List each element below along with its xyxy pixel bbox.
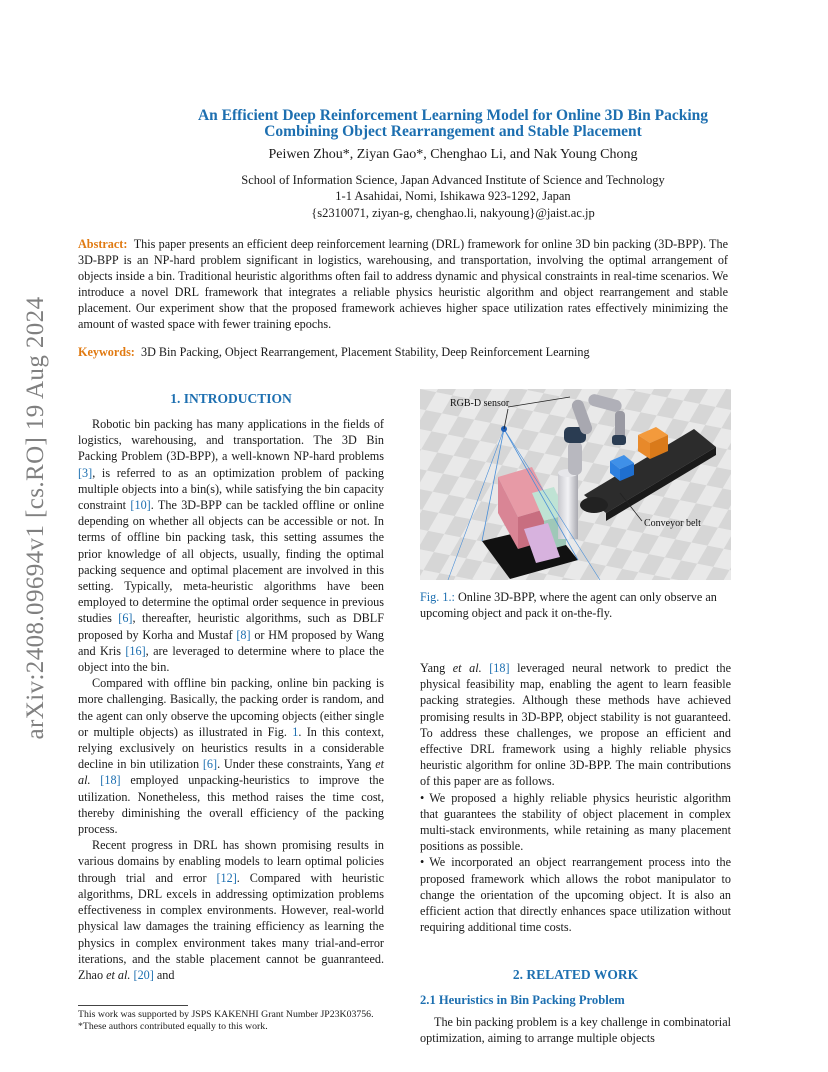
text: and bbox=[153, 967, 175, 982]
text: . The 3D-BPP can be tackled offline or online depending on whether all objects can be accessible or not. In terms of offline bin packing task, this setting assumes the prior knowledge of all objects, usually, finding the optimal packing sequence and optimal placement are involved in this setting. Typically, meta-heuristic algorithms have been employed to determine the optimal order sequence in previous studies bbox=[78, 498, 384, 626]
text: . Compared with heuristic algorithms, DRL excels in addressing optimization problems effectiveness in complex environments. However, real-world physical law damages the training efficiency as learning the physics in complex environment takes many trial-and-error iterations, and the stable placement cannot be guanranteed. Zhao bbox=[78, 870, 384, 982]
citation-link[interactable]: [12] bbox=[216, 870, 237, 885]
citation-link[interactable]: [6] bbox=[118, 611, 133, 626]
rgbd-sensor-label: RGB-D sensor bbox=[450, 398, 510, 409]
caption-text: Online 3D-BPP, where the agent can only observe an upcoming object and pack it on-the-fly. bbox=[420, 590, 717, 621]
paragraph-1 bbox=[78, 416, 384, 675]
footnote-funding: This work was supported by JSPS KAKENHI Grant Number JP23K03756. bbox=[78, 1009, 374, 1020]
citation-link[interactable]: [6] bbox=[202, 757, 218, 772]
text: or HM proposed by Wang and Kris bbox=[78, 627, 385, 658]
robot-gripper bbox=[612, 435, 626, 445]
figure-1-illustration bbox=[420, 389, 731, 580]
paragraph-2 bbox=[78, 675, 384, 837]
citation-link[interactable]: [8] bbox=[236, 627, 251, 642]
subsection-2-1-heading: 2.1 Heuristics in Bin Packing Problem bbox=[420, 993, 625, 1007]
title-line-2: Combining Object Rearrangement and Stable Placement bbox=[264, 123, 642, 140]
conveyor-belt-label: Conveyor belt bbox=[644, 518, 701, 529]
citation-link[interactable]: [18] bbox=[489, 661, 510, 675]
title-line-1: An Efficient Deep Reinforcement Learning Model for Online 3D Bin Packing bbox=[197, 107, 709, 124]
paragraph-5: The bin packing problem is a key challenge in combinatorial optimization, aiming to arrange multiple objects bbox=[420, 1015, 731, 1046]
citation-link[interactable]: [3] bbox=[78, 465, 93, 480]
abstract-text: This paper presents an efficient deep reinforcement learning (DRL) framework for online 3D bin packing (3D-BPP). The 3D-BPP is an NP-hard problem significant in logistics, warehousing, and transportation, involving the optimal arrangement of objects inside a bin. Traditional heuristic algorithms often fail to address dynamic and physical constraints in real-time scenarios. We introduce a novel DRL framework that integrates a reliable physics heuristic algorithm and object rearrangement and stable placement. Our experiment show that the proposed framework achieves higher space utilization rates effectively minimizing the amount of wasted space with fewer training epochs. bbox=[78, 237, 728, 332]
right-column bbox=[420, 660, 731, 935]
figure-1-caption bbox=[420, 589, 731, 621]
contributions-list bbox=[420, 790, 731, 936]
conveyor-roller bbox=[580, 497, 608, 513]
text: , is referred to as an optimization problem of packing multiple objects into a bin(s), while satisfying the bin capacity constraint bbox=[78, 465, 384, 513]
affiliation-emails: {s2310071, ziyan-g, chenghao.li, nakyoung}@jaist.ac.jp bbox=[311, 205, 595, 220]
citation-link[interactable]: [18] bbox=[100, 773, 121, 788]
right-column-continued bbox=[420, 1014, 731, 1046]
keywords bbox=[78, 344, 728, 360]
affiliation-line: School of Information Science, Japan Advanced Institute of Science and Technology bbox=[241, 173, 665, 187]
footnote-rule bbox=[78, 1005, 188, 1006]
text: Recent progress in DRL has shown promising results in various domains by enabling models to learn optimal policies through trial and error bbox=[78, 838, 384, 885]
section-2-heading: 2. RELATED WORK bbox=[512, 967, 639, 982]
arxiv-stamp bbox=[22, 278, 50, 758]
paragraph-3 bbox=[78, 837, 384, 983]
text: Robotic bin packing has many applications in the fields of logistics, warehousing, and transportation. The 3D Bin Packing Problem (3D-BPP), a well-known NP-hard problems bbox=[78, 417, 384, 464]
text: Yang bbox=[420, 661, 453, 675]
citation-link[interactable]: [20] bbox=[133, 967, 154, 982]
paragraph-4 bbox=[420, 660, 731, 790]
keywords-label: Keywords: bbox=[78, 345, 135, 359]
citation-link[interactable]: [10] bbox=[130, 498, 151, 513]
affiliation-line: 1-1 Asahidai, Nomi, Ishikawa 923-1292, Japan bbox=[335, 189, 571, 204]
list-item: • We incorporated an object rearrangement process into the proposed framework which allows the robot manipulator to change the orientation of the upcoming object. It is also an efficient action that directly enhances space utilization without requiring additional time costs. bbox=[420, 854, 731, 935]
authors: Peiwen Zhou*, Ziyan Gao*, Chenghao Li, and Nak Young Chong bbox=[268, 147, 638, 162]
section-1-heading: 1. INTRODUCTION bbox=[170, 391, 292, 406]
text: employed unpacking-heuristics to improve the utilization. Nonetheless, this method raises the time cost, thereby diminishing the overall efficiency of the packing process. bbox=[78, 773, 384, 837]
text: et al. bbox=[106, 967, 131, 982]
footnotes bbox=[78, 1009, 384, 1033]
text: Compared with offline bin packing, online bin packing is more challenging. Basically, the packing order is random, and the agent can only observe the upcoming objects (either single or multiple objects) as illustrated in Fig. bbox=[78, 676, 384, 739]
text: . In this context, relying exclusively on heuristics results in a considerable decline in bin utilization bbox=[78, 724, 384, 772]
figure-label: Fig. 1.: bbox=[420, 590, 455, 604]
text: , are leveraged to determine where to place the object into the bin. bbox=[78, 643, 384, 675]
text: , thereafter, heuristic algorithms, such as DBLF proposed by Korha and Mustaf bbox=[78, 611, 384, 642]
robot-wrist bbox=[615, 411, 625, 439]
paper-title bbox=[78, 108, 828, 140]
robot-arm-link bbox=[568, 441, 582, 475]
text: et al. bbox=[452, 661, 482, 675]
text: . Under these constraints, Yang bbox=[217, 757, 376, 772]
left-column bbox=[78, 416, 384, 983]
affiliation bbox=[78, 172, 828, 221]
text: leveraged neural network to predict the physical feasibility map, enabling the agent to learn feasible packing strategies. Although these methods have achieved promising results in 3D-BPP, object stability is not guaranteed. To address these challenges, we propose an efficient and effective DRL framework using a highly reliable physics heuristic algorithm for online 3D-BPP. The main contributions of this paper are as follows. bbox=[420, 661, 731, 789]
list-item: • We proposed a highly reliable physics heuristic algorithm that guarantees the stability of object placement in complex multi-stack environments, while retaining as many placement positions as possible. bbox=[420, 790, 731, 855]
keywords-text: 3D Bin Packing, Object Rearrangement, Placement Stability, Deep Reinforcement Learning bbox=[140, 345, 590, 359]
citation-link[interactable]: [16] bbox=[125, 643, 146, 658]
arxiv-id: arXiv:2408.09694v1 [cs.RO] 19 Aug 2024 bbox=[22, 296, 49, 740]
figure-link[interactable]: 1 bbox=[292, 724, 299, 739]
abstract bbox=[78, 236, 728, 333]
text: et al. bbox=[78, 757, 384, 788]
footnote-equal-contribution: *These authors contributed equally to this work. bbox=[78, 1020, 268, 1032]
figure-1 bbox=[420, 389, 731, 580]
abstract-label: Abstract: bbox=[78, 237, 128, 251]
